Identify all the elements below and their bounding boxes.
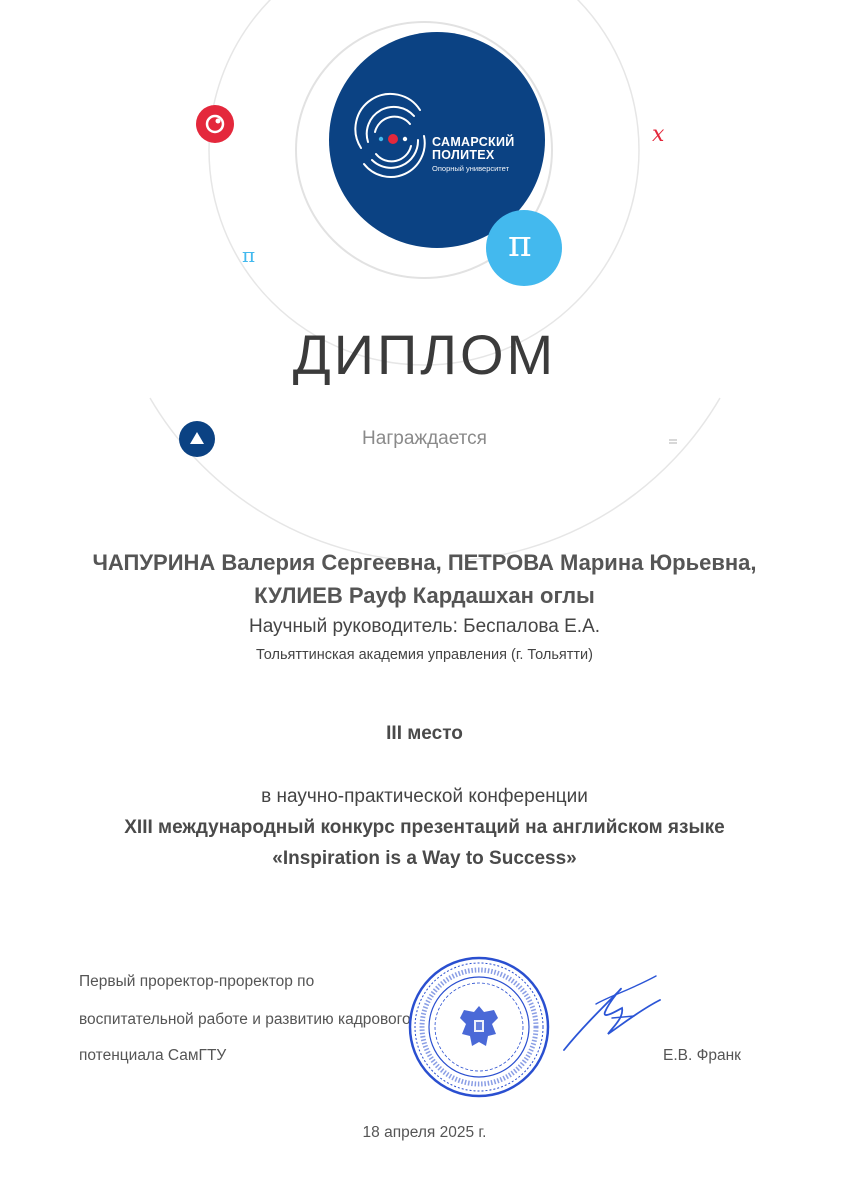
awarded-label: Награждается (362, 428, 487, 449)
signature (560, 970, 670, 1060)
recipients (40, 546, 809, 612)
organization: Тольяттинская академия управления (г. Тольятти) (256, 647, 593, 663)
signer-name: Е.В. Франк (663, 1047, 741, 1064)
position-line-2: воспитательной работе и развитию кадрового (79, 1011, 411, 1028)
contest-title: XIII международный конкурс презентаций на английском языке (124, 817, 725, 838)
recipients-line-2: КУЛИЕВ Рауф Кардашхан оглы (254, 583, 595, 608)
supervisor: Научный руководитель: Беспалова Е.А. (248, 616, 601, 637)
recipients-line-1: ЧАПУРИНА Валерия Сергеевна, ПЕТРОВА Марина Юрьевна, (92, 550, 757, 575)
place: III место (386, 723, 463, 744)
official-stamp (406, 954, 552, 1100)
pi-small-symbol: π (242, 243, 256, 267)
issue-date: 18 апреля 2025 г. (362, 1124, 487, 1141)
pi-large-symbol: π (508, 224, 532, 265)
logo-name-line1: САМАРСКИЙ (432, 135, 515, 149)
logo-subtitle: Опорный университет (432, 164, 510, 174)
logo (432, 136, 515, 173)
x-symbol: x (652, 122, 665, 147)
conference-intro: в научно-практической конференции (261, 786, 588, 807)
logo-name-line2: ПОЛИТЕХ (432, 148, 495, 163)
target-icon (196, 105, 234, 143)
diploma-title: ДИПЛОМ (292, 323, 557, 386)
orbit-decoration (0, 0, 849, 560)
position-line-3: потенциала СамГТУ (79, 1047, 227, 1064)
contest-slogan: «Inspiration is a Way to Success» (272, 848, 577, 869)
position-line-1: Первый проректор-проректор по (79, 973, 315, 990)
lower-orbit-arc (150, 398, 720, 560)
